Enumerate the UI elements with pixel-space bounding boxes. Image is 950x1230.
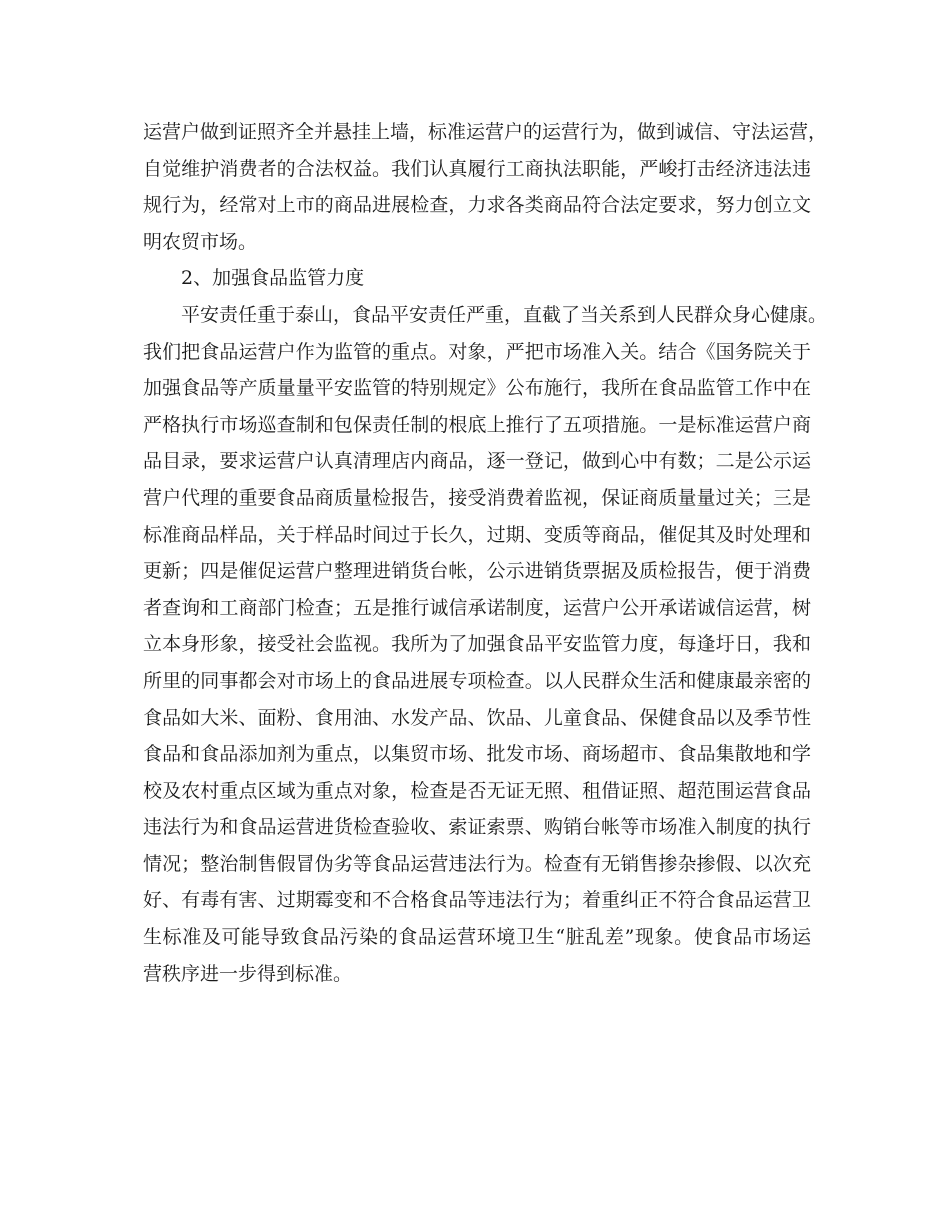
text-line: 者查询和工商部门检查；五是推行诚信承诺制度，运营户公开承诺诚信运营，树 [143, 596, 811, 619]
text-line: 明农贸市场。 [143, 230, 258, 253]
text-line: 所里的同事都会对市场上的食品进展专项检查。以人民群众生活和健康最亲密的 [143, 669, 811, 692]
text-line: 加强食品等产质量量平安监管的特别规定》公布施行，我所在食品监管工作中在 [143, 377, 811, 400]
text-line: 标准商品样品，关于样品时间过于长久，过期、变质等商品，催促其及时处理和 [143, 523, 811, 546]
paragraph-2 [143, 297, 828, 992]
text-line: 规行为，经常对上市的商品进展检查，力求各类商品符合法定要求，努力创立文 [143, 194, 811, 217]
text-line: 生标准及可能导致食品污染的食品运营环境卫生“脏乱差”现象。使食品市场运 [143, 926, 811, 949]
text-line: 自觉维护消费者的合法权益。我们认真履行工商执法职能，严峻打击经济违法违 [143, 157, 811, 180]
text-line: 营秩序进一步得到标准。 [143, 962, 353, 985]
text-line: 严格执行市场巡查制和包保责任制的根底上推行了五项措施。一是标准运营户商 [143, 413, 811, 436]
text-line: 营户代理的重要食品商质量检报告，接受消费着监视，保证商质量量过关；三是 [143, 486, 811, 509]
paragraph-1 [143, 114, 828, 260]
text-line: 更新；四是催促运营户整理进销货台帐，公示进销货票据及质检报告，便于消费 [143, 560, 811, 583]
section-heading: 2、加强食品监管力度 [181, 267, 365, 290]
document-body [143, 114, 828, 992]
text-line: 品目录，要求运营户认真清理店内商品，逐一登记，做到心中有数；二是公示运 [143, 450, 811, 473]
text-line: 情况；整治制售假冒伪劣等食品运营违法行为。检查有无销售掺杂掺假、以次充 [143, 852, 811, 875]
text-line: 平安责任重于泰山，食品平安责任严重，直截了当关系到人民群众身心健康。 [181, 303, 828, 326]
text-line: 好、有毒有害、过期霉变和不合格食品等违法行为；着重纠正不符合食品运营卫 [143, 889, 811, 912]
text-line: 校及农村重点区域为重点对象，检查是否无证无照、租借证照、超范围运营食品 [143, 779, 811, 802]
text-line: 违法行为和食品运营进货检查验收、索证索票、购销台帐等市场准入制度的执行 [143, 816, 811, 839]
text-line: 食品如大米、面粉、食用油、水发产品、饮品、儿童食品、保健食品以及季节性 [143, 706, 811, 729]
text-line: 食品和食品添加剂为重点，以集贸市场、批发市场、商场超市、食品集散地和学 [143, 743, 811, 766]
text-line: 我们把食品运营户作为监管的重点。对象，严把市场准入关。结合《国务院关于 [143, 340, 811, 363]
text-line: 立本身形象，接受社会监视。我所为了加强食品平安监管力度，每逢圩日，我和 [143, 633, 811, 656]
text-line: 运营户做到证照齐全并悬挂上墙，标准运营户的运营行为，做到诚信、守法运营， [143, 121, 828, 143]
